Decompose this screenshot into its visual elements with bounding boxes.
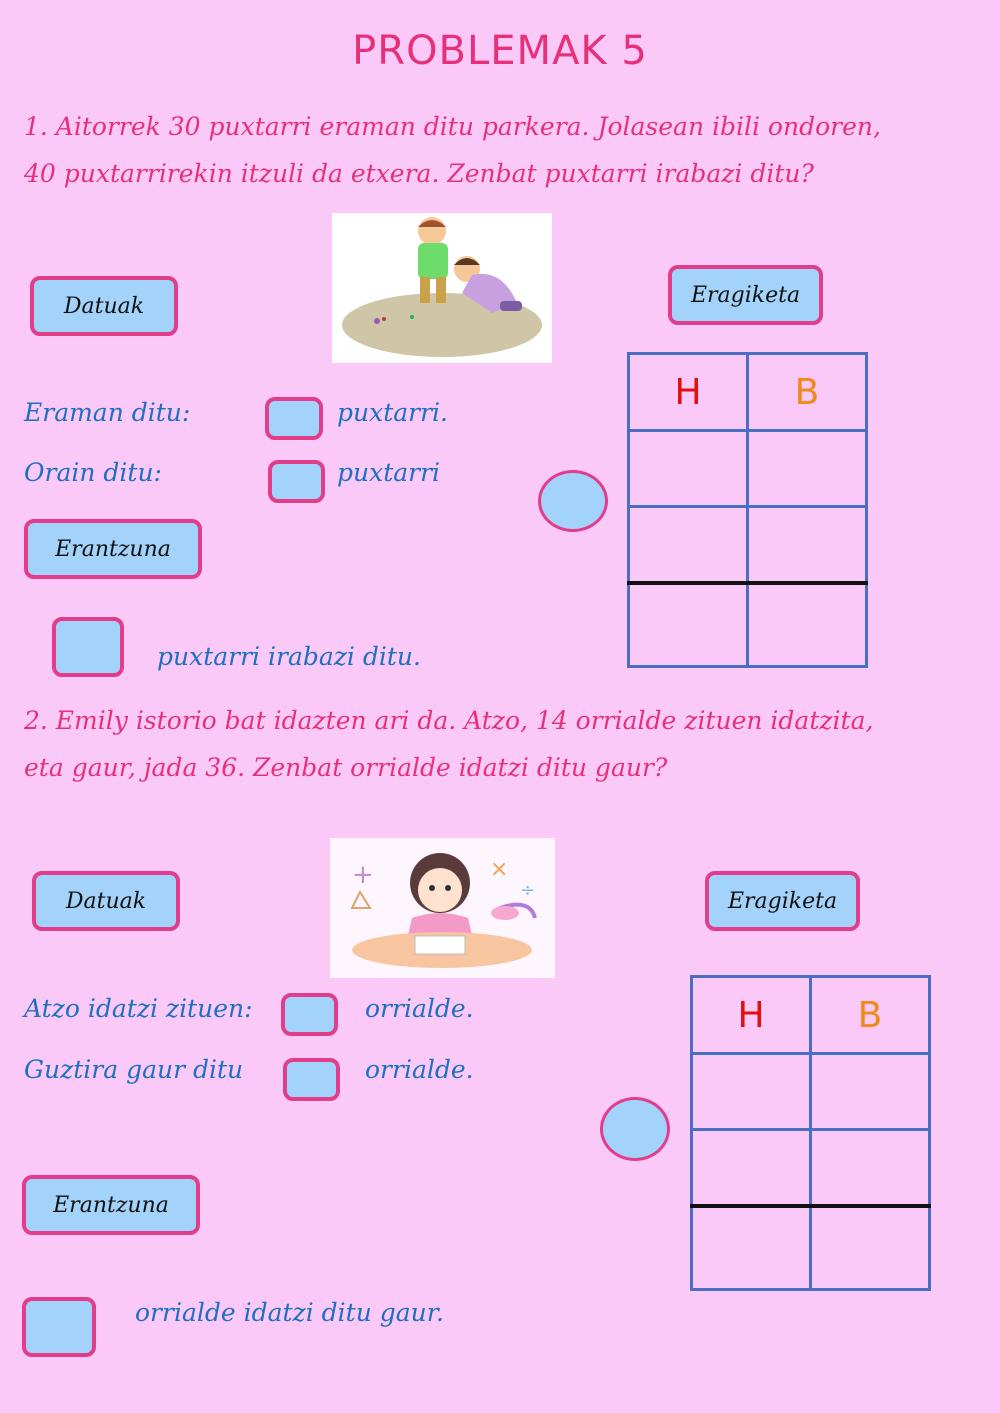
problem2-question — [24, 697, 974, 791]
problem1-cell-result-b[interactable] — [748, 583, 867, 667]
problem2-datuak-label: Datuak — [32, 871, 180, 931]
girl-writing-math-illustration — [330, 838, 555, 978]
problem1-operator-input[interactable] — [538, 470, 608, 532]
problem1-question-line2: 40 puxtarrirekin itzuli da etxera. Zenbat puxtarri irabazi ditu? — [24, 159, 814, 188]
problem1-answer-text: puxtarri irabazi ditu. — [157, 642, 421, 671]
problem1-table-header-h: H — [629, 354, 748, 431]
page-title: PROBLEMAK 5 — [352, 28, 648, 74]
problem2-cell-result-b[interactable] — [811, 1206, 930, 1290]
problem2-answer-text: orrialde idatzi ditu gaur. — [135, 1298, 444, 1327]
problem2-question-line2: eta gaur, jada 36. Zenbat orrialde idatzi ditu gaur? — [24, 753, 668, 782]
problem2-table-header-b: B — [811, 977, 930, 1054]
problem2-hb-table — [690, 975, 931, 1291]
problem1-erantzuna-label: Erantzuna — [24, 519, 202, 579]
problem2-data-row2-label: Guztira gaur ditu — [24, 1055, 244, 1084]
problem1-cell-result-h[interactable] — [629, 583, 748, 667]
problem1-cell-r2-b[interactable] — [748, 507, 867, 584]
problem2-question-line1: 2. Emily istorio bat idazten ari da. Atzo, 14 orrialde zituen idatzita, — [24, 706, 874, 735]
problem1-question — [24, 103, 974, 197]
problem2-cell-result-h[interactable] — [692, 1206, 811, 1290]
problem2-total-input[interactable] — [283, 1058, 340, 1101]
problem1-data-row1-unit: puxtarri. — [337, 398, 448, 427]
problem1-now-input[interactable] — [268, 460, 325, 503]
problem2-cell-r1-h[interactable] — [692, 1054, 811, 1130]
problem1-answer-input[interactable] — [52, 617, 124, 677]
problem2-data-row1-unit: orrialde. — [365, 994, 474, 1023]
problem2-yesterday-input[interactable] — [281, 993, 338, 1036]
problem2-cell-r2-b[interactable] — [811, 1130, 930, 1207]
problem1-question-line1: 1. Aitorrek 30 puxtarri eraman ditu parkera. Jolasean ibili ondoren, — [24, 112, 881, 141]
problem1-table-header-b: B — [748, 354, 867, 431]
problem1-eragiketa-label: Eragiketa — [668, 265, 823, 325]
problem1-cell-r2-h[interactable] — [629, 507, 748, 584]
problem2-answer-input[interactable] — [22, 1297, 96, 1357]
svg-text:+: + — [352, 860, 374, 890]
problem2-data-row1-label: Atzo idatzi zituen: — [24, 994, 253, 1023]
problem1-carried-input[interactable] — [265, 397, 323, 440]
svg-text:×: × — [490, 857, 509, 882]
children-playing-marbles-illustration — [332, 213, 552, 363]
problem2-table-header-h: H — [692, 977, 811, 1054]
problem1-data-row2-unit: puxtarri — [337, 458, 441, 487]
problem2-data-row2-unit: orrialde. — [365, 1055, 474, 1084]
problem2-eragiketa-label: Eragiketa — [705, 871, 860, 931]
problem1-cell-r1-h[interactable] — [629, 431, 748, 507]
svg-text:÷: ÷ — [520, 880, 536, 901]
problem1-data-row2-label: Orain ditu: — [24, 458, 162, 487]
problem1-cell-r1-b[interactable] — [748, 431, 867, 507]
problem1-data-row1-label: Eraman ditu: — [24, 398, 191, 427]
problem2-cell-r2-h[interactable] — [692, 1130, 811, 1207]
problem2-erantzuna-label: Erantzuna — [22, 1175, 200, 1235]
problem1-datuak-label: Datuak — [30, 276, 178, 336]
problem1-hb-table — [627, 352, 868, 668]
problem2-operator-input[interactable] — [600, 1097, 670, 1161]
problem2-cell-r1-b[interactable] — [811, 1054, 930, 1130]
